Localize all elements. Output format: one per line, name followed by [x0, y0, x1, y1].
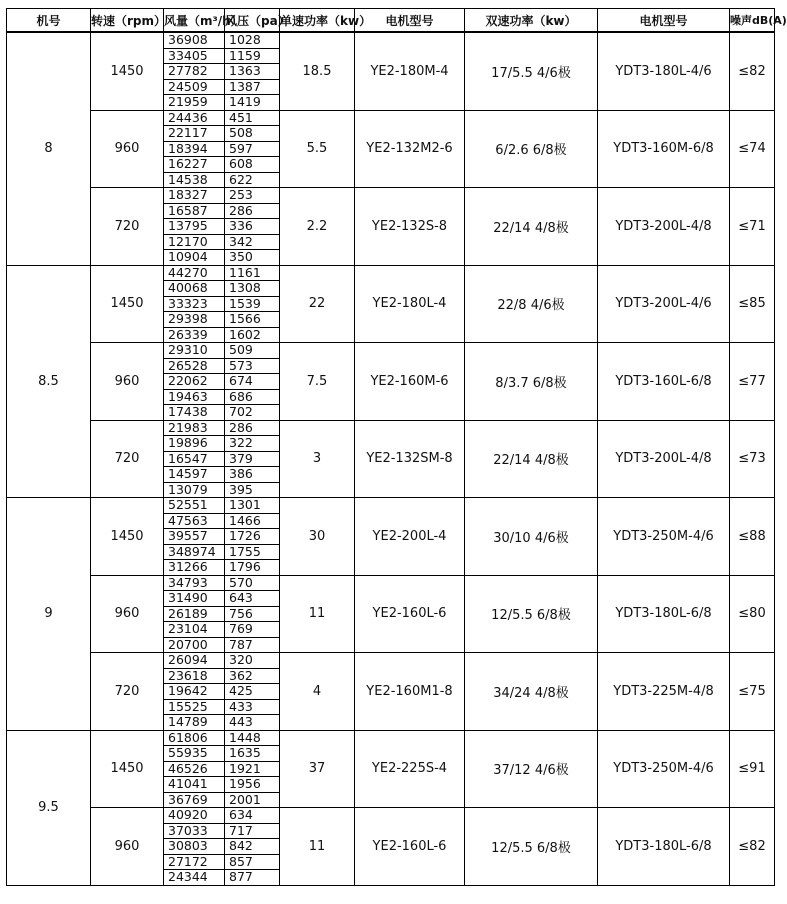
motor-model-cell: YE2-160L-6 [355, 575, 465, 653]
air-flow-cell: 23618 [164, 668, 225, 684]
air-flow-cell: 10904 [164, 250, 225, 266]
dual-motor-model-cell: YDT3-180L-4/6 [598, 32, 730, 110]
single-power-cell: 5.5 [280, 110, 355, 188]
air-flow-cell: 26339 [164, 327, 225, 343]
dual-motor-model-cell: YDT3-250M-4/6 [598, 730, 730, 808]
header-air-flow: 风量（m³/h） [164, 9, 225, 33]
dual-power-cell: 12/5.5 6/8极 [465, 575, 598, 653]
machine-no-cell: 9.5 [7, 730, 91, 885]
air-pressure-cell: 1921 [225, 761, 280, 777]
air-pressure-cell: 1301 [225, 498, 280, 514]
dual-power-cell: 22/14 4/8极 [465, 420, 598, 498]
air-pressure-cell: 717 [225, 823, 280, 839]
air-flow-cell: 14789 [164, 715, 225, 731]
air-pressure-cell: 1539 [225, 296, 280, 312]
motor-model-cell: YE2-180L-4 [355, 265, 465, 343]
dual-motor-model-cell: YDT3-200L-4/8 [598, 420, 730, 498]
air-flow-cell: 29398 [164, 312, 225, 328]
single-power-cell: 7.5 [280, 343, 355, 421]
speed-cell: 1450 [91, 265, 164, 343]
single-power-cell: 37 [280, 730, 355, 808]
dual-power-cell: 12/5.5 6/8极 [465, 808, 598, 886]
air-flow-cell: 21983 [164, 420, 225, 436]
air-pressure-cell: 2001 [225, 792, 280, 808]
air-pressure-cell: 395 [225, 482, 280, 498]
air-flow-cell: 22117 [164, 126, 225, 142]
air-flow-cell: 19463 [164, 389, 225, 405]
air-pressure-cell: 509 [225, 343, 280, 359]
air-flow-cell: 47563 [164, 513, 225, 529]
air-pressure-cell: 508 [225, 126, 280, 142]
motor-model-cell: YE2-160M1-8 [355, 653, 465, 731]
air-pressure-cell: 643 [225, 591, 280, 607]
header-dual-power: 双速功率（kw） [465, 9, 598, 33]
header-dual-motor-model: 电机型号 [598, 9, 730, 33]
air-flow-cell: 30803 [164, 839, 225, 855]
air-pressure-cell: 674 [225, 374, 280, 390]
air-pressure-cell: 1387 [225, 79, 280, 95]
speed-cell: 960 [91, 110, 164, 188]
noise-cell: ≤88 [730, 498, 775, 576]
air-pressure-cell: 336 [225, 219, 280, 235]
header-machine-no: 机号 [7, 9, 91, 33]
air-pressure-cell: 1466 [225, 513, 280, 529]
noise-cell: ≤74 [730, 110, 775, 188]
air-pressure-cell: 1161 [225, 265, 280, 281]
machine-no-cell: 8 [7, 32, 91, 265]
air-pressure-cell: 1419 [225, 95, 280, 111]
air-flow-cell: 348974 [164, 544, 225, 560]
noise-cell: ≤71 [730, 188, 775, 266]
air-flow-cell: 15525 [164, 699, 225, 715]
air-pressure-cell: 1755 [225, 544, 280, 560]
air-flow-cell: 19896 [164, 436, 225, 452]
air-flow-cell: 61806 [164, 730, 225, 746]
table-row [7, 730, 775, 746]
machine-no-cell: 8.5 [7, 265, 91, 498]
air-pressure-cell: 622 [225, 172, 280, 188]
motor-model-cell: YE2-160M-6 [355, 343, 465, 421]
air-flow-cell: 37033 [164, 823, 225, 839]
header-motor-model: 电机型号 [355, 9, 465, 33]
air-pressure-cell: 842 [225, 839, 280, 855]
air-flow-cell: 21959 [164, 95, 225, 111]
air-flow-cell: 23104 [164, 622, 225, 638]
table-row [7, 343, 775, 359]
table-row [7, 808, 775, 824]
air-flow-cell: 36769 [164, 792, 225, 808]
air-flow-cell: 26094 [164, 653, 225, 669]
air-pressure-cell: 379 [225, 451, 280, 467]
dual-power-cell: 22/14 4/8极 [465, 188, 598, 266]
table-row [7, 498, 775, 514]
air-flow-cell: 12170 [164, 234, 225, 250]
single-power-cell: 11 [280, 808, 355, 886]
air-flow-cell: 13795 [164, 219, 225, 235]
dual-power-cell: 30/10 4/6极 [465, 498, 598, 576]
air-pressure-cell: 857 [225, 854, 280, 870]
air-pressure-cell: 1308 [225, 281, 280, 297]
noise-cell: ≤77 [730, 343, 775, 421]
air-flow-cell: 20700 [164, 637, 225, 653]
speed-cell: 1450 [91, 498, 164, 576]
motor-model-cell: YE2-132SM-8 [355, 420, 465, 498]
air-pressure-cell: 386 [225, 467, 280, 483]
speed-cell: 720 [91, 420, 164, 498]
dual-motor-model-cell: YDT3-200L-4/8 [598, 188, 730, 266]
air-pressure-cell: 362 [225, 668, 280, 684]
speed-cell: 960 [91, 343, 164, 421]
motor-model-cell: YE2-132M2-6 [355, 110, 465, 188]
speed-cell: 960 [91, 575, 164, 653]
air-pressure-cell: 1448 [225, 730, 280, 746]
air-flow-cell: 41041 [164, 777, 225, 793]
motor-model-cell: YE2-200L-4 [355, 498, 465, 576]
air-pressure-cell: 1566 [225, 312, 280, 328]
air-flow-cell: 29310 [164, 343, 225, 359]
air-pressure-cell: 1602 [225, 327, 280, 343]
speed-cell: 960 [91, 808, 164, 886]
single-power-cell: 2.2 [280, 188, 355, 266]
table-row [7, 420, 775, 436]
dual-motor-model-cell: YDT3-160L-6/8 [598, 343, 730, 421]
air-flow-cell: 26528 [164, 358, 225, 374]
air-pressure-cell: 702 [225, 405, 280, 421]
air-flow-cell: 19642 [164, 684, 225, 700]
air-flow-cell: 31490 [164, 591, 225, 607]
air-flow-cell: 34793 [164, 575, 225, 591]
air-flow-cell: 46526 [164, 761, 225, 777]
air-flow-cell: 22062 [164, 374, 225, 390]
noise-cell: ≤91 [730, 730, 775, 808]
air-flow-cell: 17438 [164, 405, 225, 421]
single-power-cell: 18.5 [280, 32, 355, 110]
dual-power-cell: 22/8 4/6极 [465, 265, 598, 343]
speed-cell: 1450 [91, 730, 164, 808]
air-pressure-cell: 286 [225, 420, 280, 436]
air-flow-cell: 26189 [164, 606, 225, 622]
air-flow-cell: 18394 [164, 141, 225, 157]
air-pressure-cell: 443 [225, 715, 280, 731]
motor-model-cell: YE2-160L-6 [355, 808, 465, 886]
dual-motor-model-cell: YDT3-160M-6/8 [598, 110, 730, 188]
table-row [7, 653, 775, 669]
air-pressure-cell: 342 [225, 234, 280, 250]
air-flow-cell: 36908 [164, 32, 225, 48]
dual-motor-model-cell: YDT3-180L-6/8 [598, 808, 730, 886]
air-pressure-cell: 350 [225, 250, 280, 266]
noise-cell: ≤73 [730, 420, 775, 498]
dual-motor-model-cell: YDT3-225M-4/8 [598, 653, 730, 731]
dual-power-cell: 37/12 4/6极 [465, 730, 598, 808]
header-speed: 转速（rpm） [91, 9, 164, 33]
air-pressure-cell: 608 [225, 157, 280, 173]
dual-motor-model-cell: YDT3-180L-6/8 [598, 575, 730, 653]
table-header [7, 9, 787, 33]
speed-cell: 720 [91, 653, 164, 731]
air-pressure-cell: 1726 [225, 529, 280, 545]
air-flow-cell: 16547 [164, 451, 225, 467]
air-flow-cell: 40920 [164, 808, 225, 824]
header-noise: 噪声dB(A) [730, 9, 775, 33]
air-pressure-cell: 425 [225, 684, 280, 700]
table-body [7, 32, 775, 885]
air-pressure-cell: 877 [225, 870, 280, 886]
air-flow-cell: 24436 [164, 110, 225, 126]
single-power-cell: 3 [280, 420, 355, 498]
dual-power-cell: 8/3.7 6/8极 [465, 343, 598, 421]
single-power-cell: 30 [280, 498, 355, 576]
air-flow-cell: 27172 [164, 854, 225, 870]
air-pressure-cell: 769 [225, 622, 280, 638]
motor-model-cell: YE2-225S-4 [355, 730, 465, 808]
table-row [7, 265, 775, 281]
air-flow-cell: 39557 [164, 529, 225, 545]
noise-cell: ≤85 [730, 265, 775, 343]
single-power-cell: 22 [280, 265, 355, 343]
air-pressure-cell: 573 [225, 358, 280, 374]
air-flow-cell: 27782 [164, 64, 225, 80]
air-pressure-cell: 634 [225, 808, 280, 824]
dual-motor-model-cell: YDT3-250M-4/6 [598, 498, 730, 576]
air-flow-cell: 14538 [164, 172, 225, 188]
air-flow-cell: 33405 [164, 48, 225, 64]
air-pressure-cell: 756 [225, 606, 280, 622]
air-pressure-cell: 433 [225, 699, 280, 715]
dual-power-cell: 17/5.5 4/6极 [465, 32, 598, 110]
air-flow-cell: 13079 [164, 482, 225, 498]
header-single-power: 单速功率（kw） [280, 9, 355, 33]
air-pressure-cell: 1159 [225, 48, 280, 64]
speed-cell: 720 [91, 188, 164, 266]
dual-power-cell: 6/2.6 6/8极 [465, 110, 598, 188]
air-flow-cell: 24344 [164, 870, 225, 886]
table-row [7, 575, 775, 591]
air-flow-cell: 14597 [164, 467, 225, 483]
single-power-cell: 4 [280, 653, 355, 731]
air-pressure-cell: 570 [225, 575, 280, 591]
motor-model-cell: YE2-180M-4 [355, 32, 465, 110]
air-pressure-cell: 787 [225, 637, 280, 653]
air-flow-cell: 40068 [164, 281, 225, 297]
machine-no-cell: 9 [7, 498, 91, 731]
air-pressure-cell: 1635 [225, 746, 280, 762]
air-pressure-cell: 1956 [225, 777, 280, 793]
air-pressure-cell: 322 [225, 436, 280, 452]
air-pressure-cell: 1363 [225, 64, 280, 80]
air-flow-cell: 44270 [164, 265, 225, 281]
air-flow-cell: 16587 [164, 203, 225, 219]
air-flow-cell: 16227 [164, 157, 225, 173]
noise-cell: ≤82 [730, 808, 775, 886]
air-pressure-cell: 253 [225, 188, 280, 204]
air-flow-cell: 31266 [164, 560, 225, 576]
air-pressure-cell: 597 [225, 141, 280, 157]
air-pressure-cell: 320 [225, 653, 280, 669]
noise-cell: ≤75 [730, 653, 775, 731]
air-pressure-cell: 1028 [225, 32, 280, 48]
air-flow-cell: 52551 [164, 498, 225, 514]
speed-cell: 1450 [91, 32, 164, 110]
air-flow-cell: 33323 [164, 296, 225, 312]
air-flow-cell: 55935 [164, 746, 225, 762]
table-row [7, 32, 775, 48]
noise-cell: ≤80 [730, 575, 775, 653]
motor-model-cell: YE2-132S-8 [355, 188, 465, 266]
fan-spec-table [6, 8, 787, 886]
air-pressure-cell: 286 [225, 203, 280, 219]
air-flow-cell: 18327 [164, 188, 225, 204]
single-power-cell: 11 [280, 575, 355, 653]
noise-cell: ≤82 [730, 32, 775, 110]
dual-power-cell: 34/24 4/8极 [465, 653, 598, 731]
air-flow-cell: 24509 [164, 79, 225, 95]
table-row [7, 110, 775, 126]
header-air-pressure: 风压（pa） [225, 9, 280, 33]
air-pressure-cell: 451 [225, 110, 280, 126]
air-pressure-cell: 1796 [225, 560, 280, 576]
table-row [7, 188, 775, 204]
dual-motor-model-cell: YDT3-200L-4/6 [598, 265, 730, 343]
air-pressure-cell: 686 [225, 389, 280, 405]
